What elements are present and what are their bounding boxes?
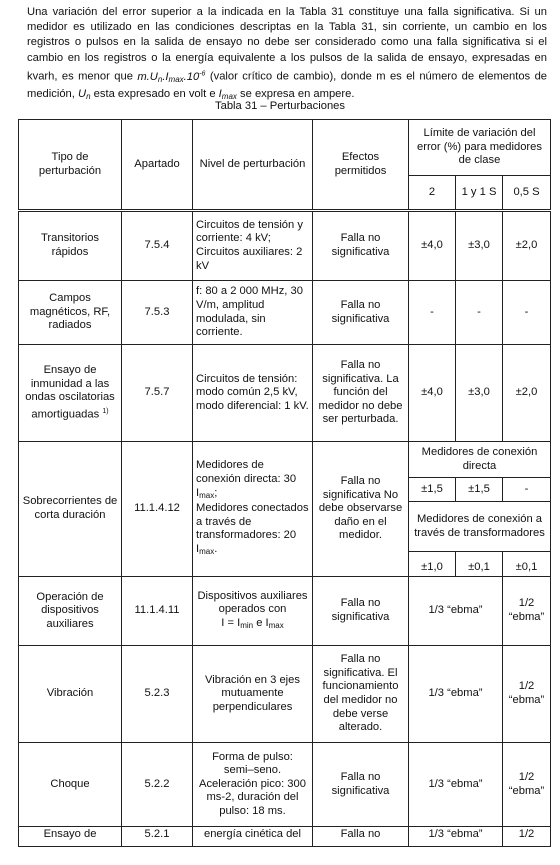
cell-nivel: Circuitos de tensión: modo común 2,5 kV, modo diferencial: 1 kV.: [193, 345, 313, 442]
cell-apartado: 7.5.3: [122, 281, 193, 345]
cell-tipo: Campos magnéticos, RF, radiados: [19, 281, 122, 345]
cell-tipo: Choque: [19, 743, 122, 827]
cell-class-2: ±4,0: [409, 211, 456, 281]
cell-class-1y1s: ±1,5: [456, 478, 503, 502]
cell-apartado: 11.1.4.12: [122, 442, 193, 577]
cell-tipo: Operación de dispositivos auxiliares: [19, 577, 122, 646]
cell-class-2-1y1s: 1/3 “ebma”: [409, 577, 503, 646]
cell-tipo: Ensayo de inmunidad a las ondas oscilatorias amortiguadas $^{1)}$: [19, 345, 122, 442]
cell-class-2: ±1,5: [409, 478, 456, 502]
cell-efecto: Falla no significativa. El funcionamiento del medidor no debe verse alterado.: [313, 646, 409, 743]
cell-efecto: Falla no significativa: [313, 281, 409, 345]
cell-efecto: Falla no significativa: [313, 743, 409, 827]
table-row-vibracion: [19, 646, 551, 743]
critical-value-formula: $m.U_n.I_{max}.10^{-6}$: [137, 69, 206, 84]
cell-tipo: Ensayo de: [19, 827, 122, 847]
cell-class-2: -: [409, 281, 456, 345]
cell-class-05s: 1/2 “ebma”: [503, 646, 551, 743]
intro-paragraph: [27, 5, 547, 104]
cell-class-05s: 1/2 “ebma”: [503, 577, 551, 646]
cell-class-05s: ±2,0: [503, 345, 551, 442]
disturbances-table: [18, 119, 551, 847]
cell-class-2-1y1s: 1/3 “ebma”: [409, 743, 503, 827]
header-apartado: Apartado: [122, 120, 193, 211]
header-class-1y1s: 1 y 1 S: [456, 176, 503, 211]
header-limite: Límite de variación del error (%) para medidores de clase: [409, 120, 551, 176]
intro-text-1: Una variación del error superior a la indicada en la Tabla 31 constituye una falla significativa. Si un medidor es utilizado en las condiciones descriptas en la Tabla 31, sin corriente, un cambio en los registros o pulsos en la salida de ensayo no debe ser considerado como una falla significativa si el cambio en los registros o la energía equivalente a los pulsos de la salida de ensayo, expresadas en kvarh, es menor que: [27, 6, 547, 83]
cell-class-05s: 1/2: [503, 827, 551, 847]
header-row-1: [19, 120, 551, 176]
cell-tipo: Vibración: [19, 646, 122, 743]
intro-text-3: esta expresado en volt e: [90, 87, 219, 100]
cell-efecto: Falla no significativa: [313, 577, 409, 646]
cell-apartado: 5.2.3: [122, 646, 193, 743]
header-nivel: Nivel de perturbación: [193, 120, 313, 211]
imax-symbol: $I_{max}$: [218, 87, 237, 101]
cell-class-2-1y1s: 1/3 “ebma”: [409, 827, 503, 847]
cell-apartado: 11.1.4.11: [122, 577, 193, 646]
cell-efecto: Falla no significativa. La función del medidor no debe ser perturbada.: [313, 345, 409, 442]
cell-efecto: Falla no significativa No debe observarse daño en el medidor.: [313, 442, 409, 577]
header-class-05s: 0,5 S: [503, 176, 551, 211]
table-row-auxiliares: [19, 577, 551, 646]
intro-text-4: se expresa en ampere.: [236, 87, 355, 100]
cell-efecto: Falla no significativa: [313, 211, 409, 281]
cell-nivel: energía cinética del: [193, 827, 313, 847]
cell-class-05s: ±0,1: [503, 552, 551, 577]
table-row-ensayo-cut: [19, 827, 551, 847]
cell-class-05s: ±2,0: [503, 211, 551, 281]
table-row-transitorios: [19, 211, 551, 281]
cell-apartado: 5.2.1: [122, 827, 193, 847]
cell-apartado: 7.5.4: [122, 211, 193, 281]
intro-text-2: (valor crítico de cambio), donde m es el número de elementos de medición,: [27, 70, 548, 100]
cell-efecto: Falla no: [313, 827, 409, 847]
cell-class-05s: 1/2 “ebma”: [503, 743, 551, 827]
cell-nivel: Circuitos de tensión y corriente: 4 kV; Circuitos auxiliares: 2 kV: [193, 211, 313, 281]
table-caption: Tabla 31 – Perturbaciones: [215, 100, 345, 112]
cell-class-1y1s: ±0,1: [456, 552, 503, 577]
un-symbol: $U_n$: [78, 87, 91, 101]
cell-class-1y1s: -: [456, 281, 503, 345]
cell-class-2: ±1,0: [409, 552, 456, 577]
cell-class-1y1s: ±3,0: [456, 211, 503, 281]
table-row-sobrecorrientes: [19, 442, 551, 478]
cell-class-05s: -: [503, 281, 551, 345]
cell-apartado: 5.2.2: [122, 743, 193, 827]
subheader-conexion-transformadores: Medidores de conexión a través de transformadores: [409, 502, 551, 552]
table-row-ondas: [19, 345, 551, 442]
table-row-choque: [19, 743, 551, 827]
cell-class-2: ±4,0: [409, 345, 456, 442]
table-row-campos: [19, 281, 551, 345]
header-class-2: 2: [409, 176, 456, 211]
cell-nivel: Forma de pulso: semi–seno. Aceleración pico: 300 ms-2, duración del pulso: 18 ms.: [193, 743, 313, 827]
cell-apartado: 7.5.7: [122, 345, 193, 442]
cell-class-05s: -: [503, 478, 551, 502]
header-tipo: Tipo de perturbación: [19, 120, 122, 211]
cell-nivel: Dispositivos auxiliares operados con $I = I_{min}$ e $I_{max}$: [193, 577, 313, 646]
cell-nivel: Medidores de conexión directa: 30 $I_{max}$; Medidores conectados a través de transformadores: 20 $I_{max}$.: [193, 442, 313, 577]
cell-class-2-1y1s: 1/3 “ebma”: [409, 646, 503, 743]
cell-tipo: Sobrecorrientes de corta duración: [19, 442, 122, 577]
cell-class-1y1s: ±3,0: [456, 345, 503, 442]
cell-tipo: Transitorios rápidos: [19, 211, 122, 281]
header-efectos: Efectos permitidos: [313, 120, 409, 211]
cell-nivel: Vibración en 3 ejes mutuamente perpendiculares: [193, 646, 313, 743]
cell-nivel: f: 80 a 2 000 MHz, 30 V/m, amplitud modulada, sin corriente.: [193, 281, 313, 345]
subheader-conexion-directa: Medidores de conexión directa: [409, 442, 551, 478]
